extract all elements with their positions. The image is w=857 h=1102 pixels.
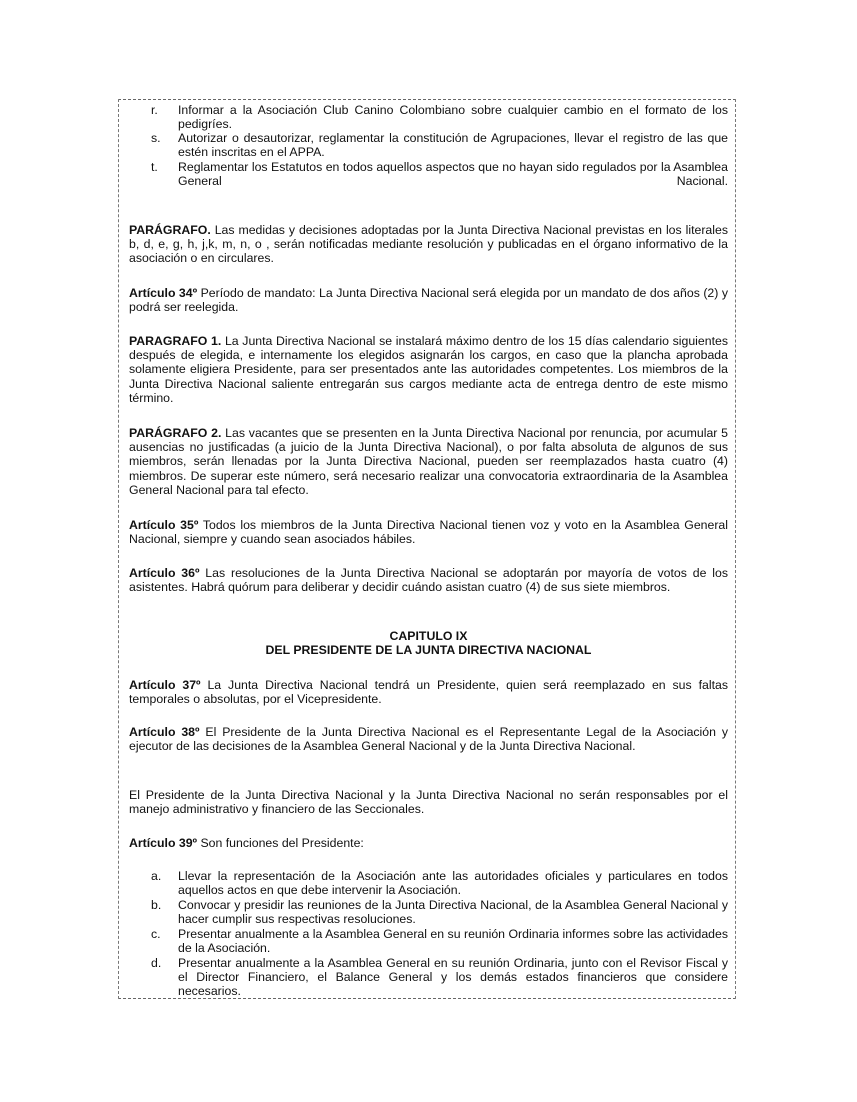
- list-marker: c.: [151, 927, 161, 941]
- article-text: Las resoluciones de la Junta Directiva Nacional se adoptarán por mayoría de votos de los asistentes. Habrá quórum para deliberar y decidir cuándo asistan cuatro (4) de sus siete miembros.: [129, 566, 728, 595]
- article-text: Todos los miembros de la Junta Directiva Nacional tienen voz y voto en la Asamblea General Nacional, siempre y cuando sean asociados hábiles.: [129, 518, 728, 547]
- paragraph-text: Las vacantes que se presenten en la Junta Directiva Nacional por renuncia, por acumular 5 ausencias no justificadas (a juicio de la Junta Directiva Nacional), o por falta absoluta de algunos de sus miembros, serán llenadas por la Junta Directiva Nacional, pueden ser reemplazados hasta cuatro (4) miembros. De superar este número, será necesario realizar una convocatoria extraordinaria de la Asamblea General Nacional para tal efecto.: [129, 426, 729, 497]
- article-34: [129, 286, 728, 314]
- article-label: Artículo 39º: [129, 836, 198, 850]
- list-text: Reglamentar los Estatutos en todos aquellos aspectos que no hayan sido regulados por la Asamblea General Nacional.: [178, 160, 728, 189]
- list-text: Presentar anualmente a la Asamblea General en su reunión Ordinaria informes sobre las actividades de la Asociación.: [178, 927, 728, 956]
- list-item: [151, 927, 728, 957]
- article-37: [129, 678, 728, 706]
- list-text: Presentar anualmente a la Asamblea General en su reunión Ordinaria, junto con el Revisor Fiscal y el Director Financiero, el Balance General y los demás estados financieros que considere necesarios.: [178, 956, 728, 999]
- article-text: El Presidente de la Junta Directiva Nacional es el Representante Legal de la Asociación y ejecutor de las decisiones de la Asamblea General Nacional y de la Junta Directiva Nacional.: [129, 725, 728, 754]
- paragraph-label: PARÁGRAFO.: [129, 223, 211, 237]
- list-marker: d.: [151, 956, 162, 970]
- chapter-number: CAPITULO IX: [389, 629, 468, 643]
- article-text: Período de mandato: La Junta Directiva Nacional será elegida por un mandato de dos años (2) y podrá ser reelegida.: [129, 286, 728, 315]
- paragrafo-paragraph: [129, 223, 728, 266]
- list-text: Autorizar o desautorizar, reglamentar la constitución de Agrupaciones, llevar el registro de las que estén inscritas en el APPA.: [178, 131, 728, 160]
- article-35: [129, 518, 728, 546]
- list-text: Llevar la representación de la Asociación ante las autoridades oficiales y particulares en todos aquellos actos en que debe intervenir la Asociación.: [178, 869, 728, 898]
- article-label: Artículo 34º: [129, 286, 198, 300]
- article-36: [129, 566, 728, 594]
- paragraph-label: PARÁGRAFO 2.: [129, 426, 222, 440]
- list-item: [151, 956, 728, 1000]
- list-item: [151, 103, 728, 133]
- list-item: [151, 160, 728, 190]
- paragraph-text: Las medidas y decisiones adoptadas por la Junta Directiva Nacional previstas en los literales b, d, e, g, h, j,k, m, n, o , serán notificadas mediante resolución y publicadas en el órgano informativo de la asociación o en circulares.: [129, 223, 728, 266]
- article-label: Artículo 37º: [129, 678, 201, 692]
- list-text: Informar a la Asociación Club Canino Colombiano sobre cualquier cambio en el formato de los pedigríes.: [178, 103, 728, 132]
- paragraph-label: PARAGRAFO 1.: [129, 334, 222, 348]
- chapter-title: DEL PRESIDENTE DE LA JUNTA DIRECTIVA NACIONAL: [265, 643, 592, 657]
- article-39: [129, 836, 728, 850]
- list-item: [151, 131, 728, 161]
- paragrafo-2: [129, 426, 728, 497]
- article-label: Artículo 36º: [129, 566, 200, 580]
- list-item: [151, 869, 728, 899]
- article-text: Son funciones del Presidente:: [197, 836, 364, 850]
- presidente-paragraph: El Presidente de la Junta Directiva Nacional y la Junta Directiva Nacional no serán responsables por el manejo administrativo y financiero de las Seccionales.: [129, 788, 728, 817]
- list-marker: a.: [151, 869, 162, 883]
- list-marker: s.: [151, 131, 161, 145]
- paragraph-text: La Junta Directiva Nacional se instalará máximo dentro de los 15 días calendario siguientes después de elegida, e internamente los elegidos asignarán los cargos, en caso que la plancha aprobada solamente eligiera Presidente, para ser presentados ante las autoridades competentes. Los miembros de la Junta Directiva Nacional saliente entregarán sus cargos mediante acta de entrega dentro de este mismo término.: [129, 334, 728, 405]
- article-38: [129, 725, 728, 753]
- article-text: La Junta Directiva Nacional tendrá un Presidente, quien será reemplazado en sus faltas temporales o absolutas, por el Vicepresidente.: [129, 678, 728, 707]
- list-text: Convocar y presidir las reuniones de la Junta Directiva Nacional, de la Asamblea General Nacional y hacer cumplir sus respectivas resoluciones.: [178, 898, 728, 927]
- list-marker: t.: [151, 160, 158, 174]
- article-label: Artículo 35º: [129, 518, 199, 532]
- list-marker: r.: [151, 103, 158, 117]
- list-item: [151, 898, 728, 928]
- paragrafo-1: [129, 334, 728, 405]
- list-marker: b.: [151, 898, 162, 912]
- article-label: Artículo 38º: [129, 725, 200, 739]
